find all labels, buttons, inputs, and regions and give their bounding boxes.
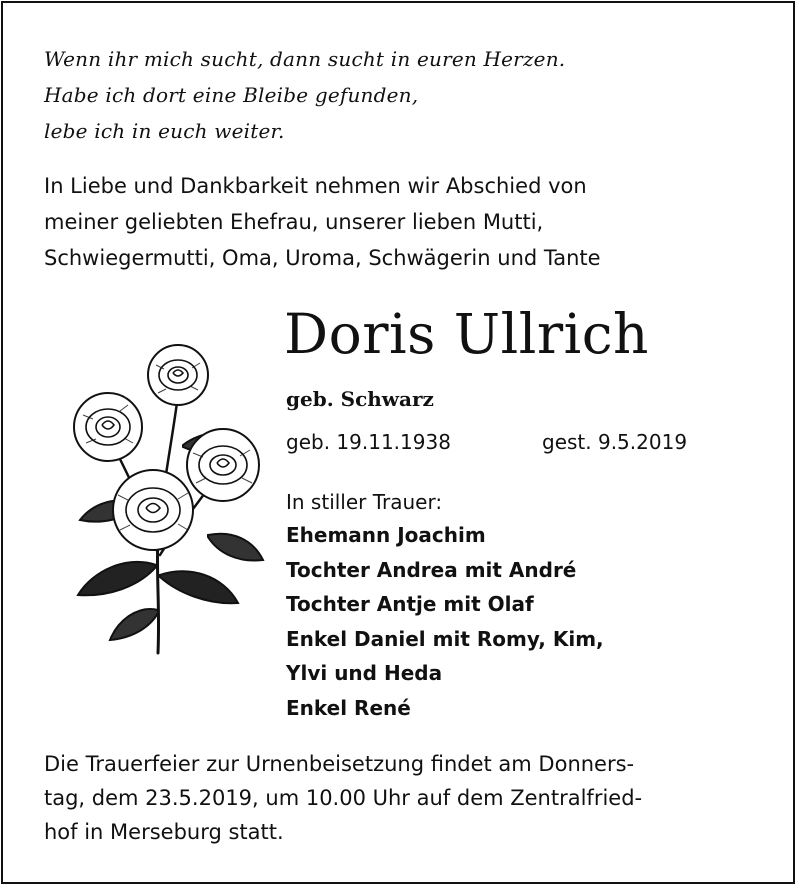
- maiden-name: geb. Schwarz: [286, 387, 434, 411]
- funeral-service-notice: [44, 747, 642, 849]
- intro-text: [44, 168, 601, 276]
- mourners-heading: In stiller Trauer:: [286, 490, 443, 514]
- mourner-line: Ehemann Joachim: [286, 523, 486, 547]
- roses-bouquet-icon: [38, 335, 278, 655]
- mourner-line: Tochter Antje mit Olaf: [286, 592, 534, 616]
- deceased-name: Doris Ullrich: [284, 302, 649, 366]
- poem-block: [44, 41, 565, 149]
- poem-line: Wenn ihr mich sucht, dann sucht in euren Herzen.: [44, 47, 566, 71]
- service-line: hof in Merseburg statt.: [44, 820, 284, 844]
- service-line: Die Trauerfeier zur Urnenbeisetzung findet am Donners-: [44, 752, 635, 776]
- mourner-line: Tochter Andrea mit André: [286, 557, 577, 582]
- intro-line: meiner geliebten Ehefrau, unserer lieben Mutti,: [44, 210, 544, 234]
- mourner-line: Enkel Daniel mit Romy, Kim,: [286, 626, 604, 651]
- life-dates: [286, 427, 688, 457]
- mourner-line: Ylvi und Heda: [286, 661, 443, 685]
- poem-line: lebe ich in euch weiter.: [44, 119, 285, 143]
- intro-line: Schwiegermutti, Oma, Uroma, Schwägerin und Tante: [44, 246, 601, 270]
- birth-date: geb. 19.11.1938: [286, 430, 451, 454]
- mourner-line: Enkel René: [286, 695, 411, 720]
- mourners-list: [286, 518, 604, 725]
- death-date: gest. 9.5.2019: [542, 430, 688, 454]
- poem-line: Habe ich dort eine Bleibe gefunden,: [44, 83, 419, 107]
- intro-line: In Liebe und Dankbarkeit nehmen wir Abschied von: [44, 174, 587, 198]
- service-line: tag, dem 23.5.2019, um 10.00 Uhr auf dem Zentralfried-: [44, 786, 643, 810]
